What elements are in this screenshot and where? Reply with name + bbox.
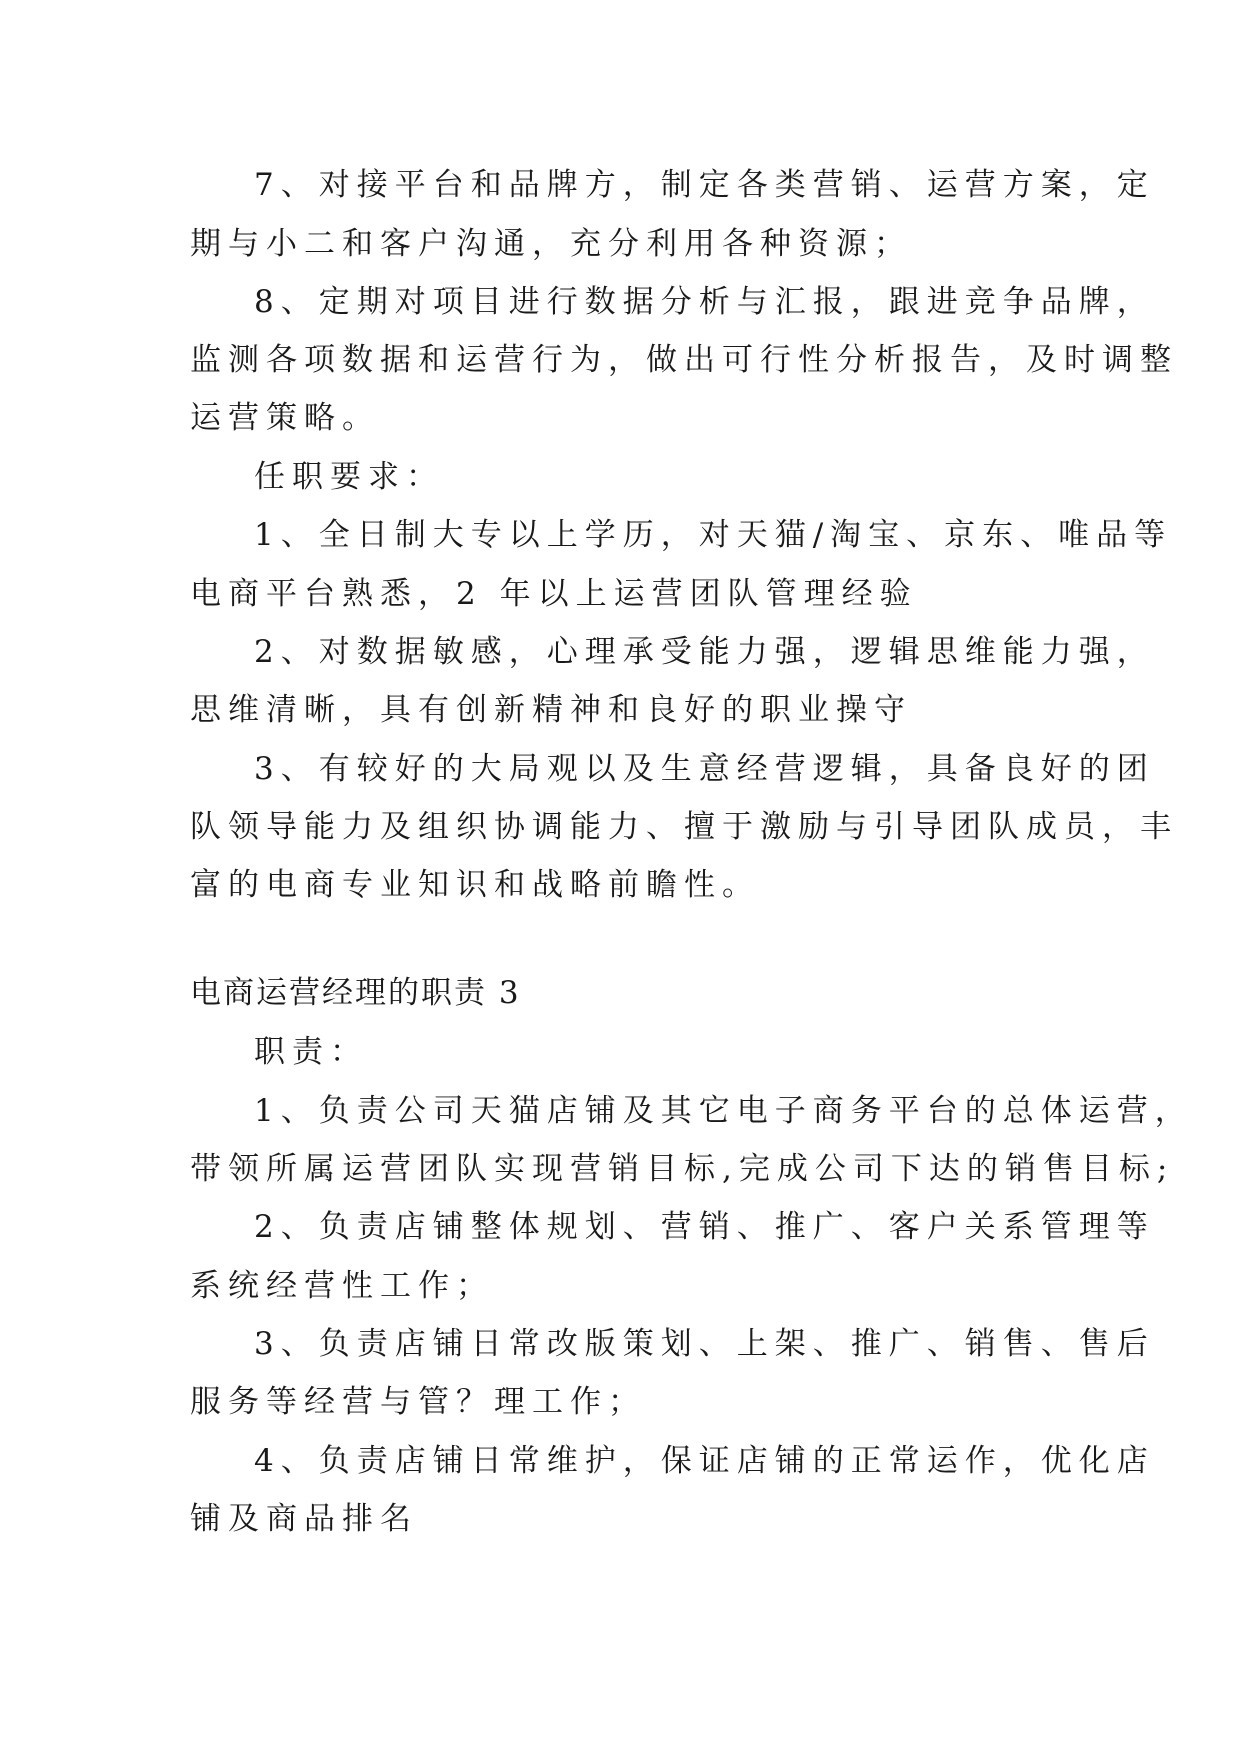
paragraph-8-line-3: 运营策略。 — [190, 400, 380, 436]
paragraph-8-line-2: 监测各项数据和运营行为，做出可行性分析报告，及时调整 — [190, 342, 1178, 378]
duty-1-line-1: 1、负责公司天猫店铺及其它电子商务平台的总体运营， — [254, 1093, 1193, 1129]
requirement-1-line-1: 1、全日制大专以上学历，对天猫/淘宝、京东、唯品等 — [254, 517, 1173, 553]
duty-3-line-2: 服务等经营与管？理工作； — [190, 1384, 646, 1420]
requirement-1-line-2: 电商平台熟悉，2 年以上运营团队管理经验 — [190, 576, 918, 612]
requirement-2-line-1: 2、对数据敏感，心理承受能力强，逻辑思维能力强， — [254, 634, 1155, 670]
requirement-3-line-3: 富的电商专业知识和战略前瞻性。 — [190, 867, 760, 903]
duty-2-line-2: 系统经营性工作； — [190, 1268, 494, 1304]
requirement-2-line-2: 思维清晰，具有创新精神和良好的职业操守 — [190, 692, 912, 728]
requirement-3-line-2: 队领导能力及组织协调能力、擅于激励与引导团队成员，丰 — [190, 809, 1178, 845]
requirement-3-line-1: 3、有较好的大局观以及生意经营逻辑，具备良好的团 — [254, 751, 1155, 787]
duty-4-line-1: 4、负责店铺日常维护，保证店铺的正常运作，优化店 — [254, 1443, 1155, 1479]
paragraph-7-line-1: 7、对接平台和品牌方，制定各类营销、运营方案，定 — [254, 167, 1155, 203]
requirements-heading: 任职要求： — [254, 459, 444, 495]
duties-heading: 职责： — [254, 1034, 368, 1070]
paragraph-8-line-1: 8、定期对项目进行数据分析与汇报，跟进竞争品牌， — [254, 284, 1155, 320]
duty-4-line-2: 铺及商品排名 — [190, 1501, 418, 1537]
paragraph-7-line-2: 期与小二和客户沟通，充分利用各种资源； — [190, 226, 912, 262]
section-title: 电商运营经理的职责 3 — [190, 975, 521, 1011]
duty-2-line-1: 2、负责店铺整体规划、营销、推广、客户关系管理等 — [254, 1209, 1155, 1245]
duty-1-line-2: 带领所属运营团队实现营销目标,完成公司下达的销售目标; — [190, 1151, 1175, 1187]
duty-3-line-1: 3、负责店铺日常改版策划、上架、推广、销售、售后 — [254, 1326, 1155, 1362]
